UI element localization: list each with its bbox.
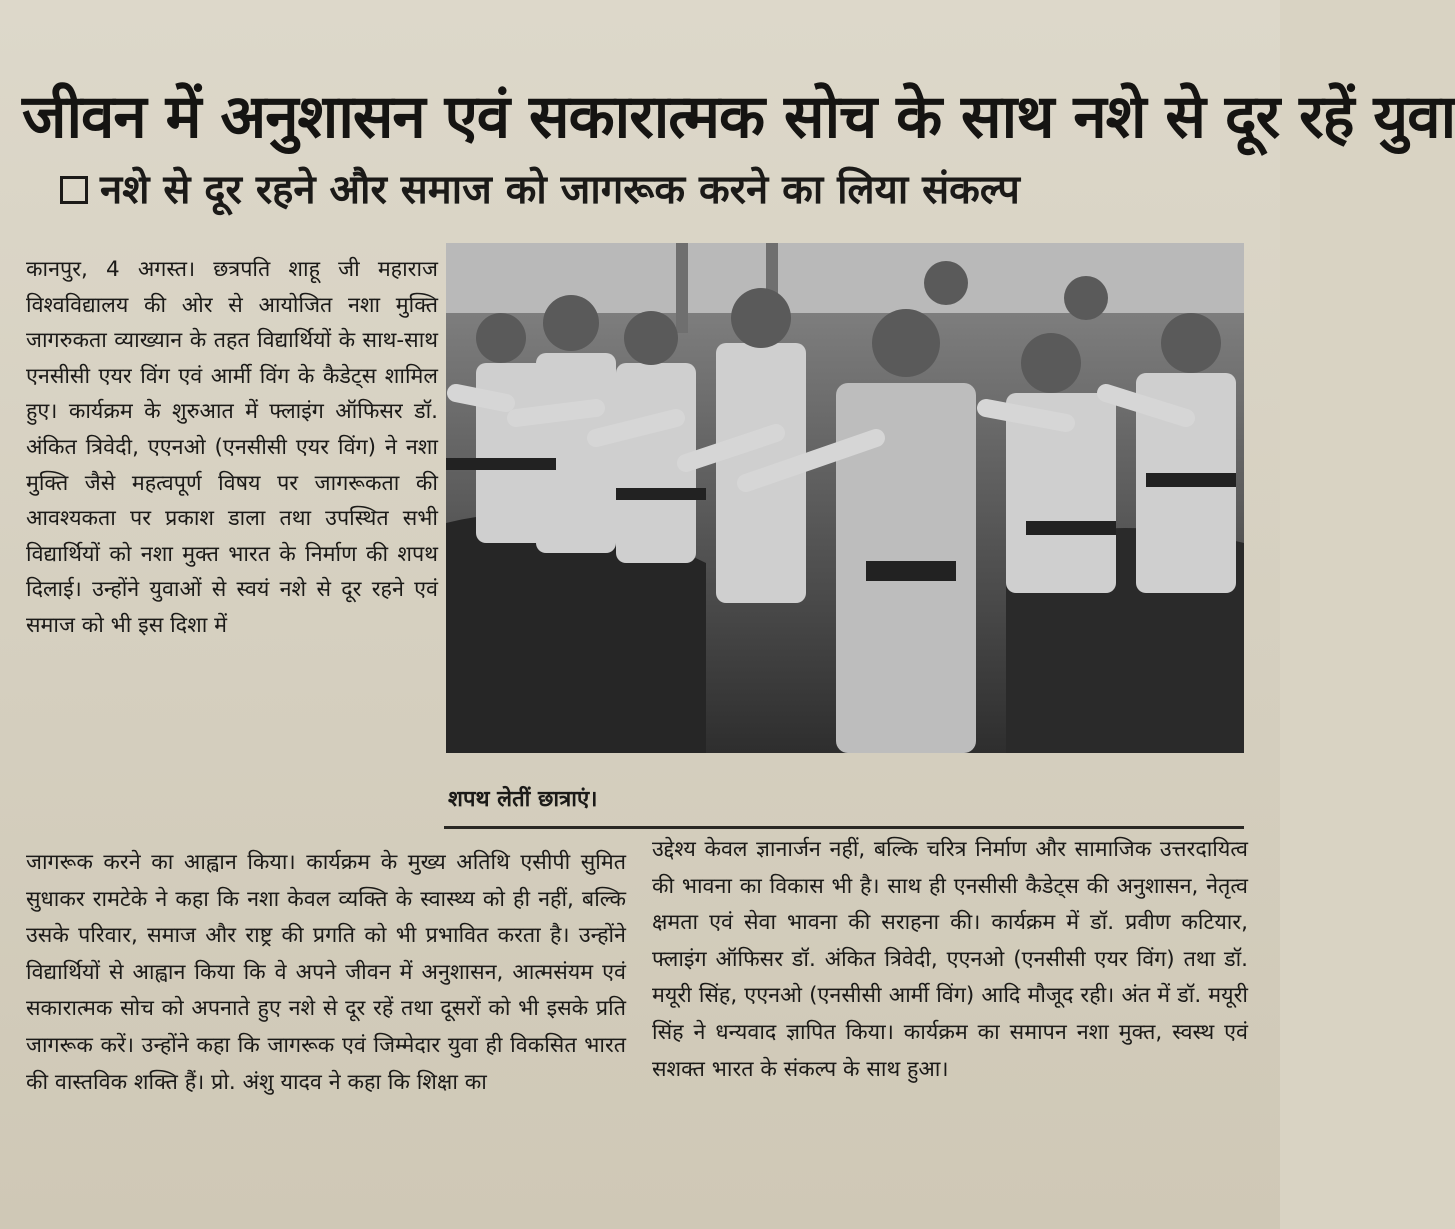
photo-illustration [446, 243, 1244, 753]
article-paragraph-bottom-right: उद्देश्य केवल ज्ञानार्जन नहीं, बल्कि चरित्र निर्माण और सामाजिक उत्तरदायित्व की भावना का विकास भी है। साथ ही एनसीसी कैडेट्स की अनुशासन, नेतृत्व क्षमता एवं सेवा भावना की सराहना की। कार्यक्रम में डॉ. प्रवीण कटियार, फ्लाइंग ऑफिसर डॉ. अंकित त्रिवेदी, एएनओ (एनसीसी एयर विंग) तथा डॉ. मयूरी सिंह, एएनओ (एनसीसी आर्मी विंग) आदि मौजूद रही। अंत में डॉ. मयूरी सिंह ने धन्यवाद ज्ञापित किया। कार्यक्रम का समापन नशा मुक्त, स्वस्थ एवं सशक्त भारत के संकल्प के साथ हुआ। [652, 837, 1248, 1082]
article-column-bottom-right [652, 832, 1248, 1088]
subheadline: नशे से दूर रहने और समाज को जागरूक करने का लिया संकल्प [100, 167, 1020, 213]
headline: जीवन में अनुशासन एवं सकारात्मक सोच के साथ नशे से दूर रहें युवा [22, 82, 1455, 153]
bullet-box-icon [60, 176, 88, 204]
article-column-left [26, 252, 438, 644]
article-paragraph-left: कानपुर, 4 अगस्त। छत्रपति शाहू जी महाराज विश्वविद्यालय की ओर से आयोजित नशा मुक्ति जागरुकता व्याख्यान के तहत विद्यार्थियों के साथ-साथ एनसीसी एयर विंग एवं आर्मी विंग के कैडेट्स शामिल हुए। कार्यक्रम के शुरुआत में फ्लाइंग ऑफिसर डॉ. अंकित त्रिवेदी, एएनओ (एनसीसी एयर विंग) ने नशा मुक्ति जैसे महत्वपूर्ण विषय पर जागरूकता की आवश्यकता पर प्रकाश डाला तथा उपस्थित सभी विद्यार्थियों को नशा मुक्त भारत के निर्माण की शपथ दिलाई। उन्होंने युवाओं से स्वयं नशे से दूर रहने एवं समाज को भी इस दिशा में [26, 257, 438, 638]
photo-caption: शपथ लेतीं छात्राएं। [448, 787, 598, 812]
cadets-taking-oath-photo [446, 243, 1244, 753]
column-divider [444, 826, 1244, 829]
subheadline-row [60, 160, 1240, 220]
article-paragraph-bottom-left: जागरूक करने का आह्वान किया। कार्यक्रम के मुख्य अतिथि एसीपी सुमित सुधाकर रामटेके ने कहा कि नशा केवल व्यक्ति के स्वास्थ्य को ही नहीं, बल्कि उसके परिवार, समाज और राष्ट्र की प्रगति को भी प्रभावित करता है। उन्होंने विद्यार्थियों से आह्वान किया कि वे अपने जीवन में अनुशासन, आत्मसंयम एवं सकारात्मक सोच को अपनाते हुए नशे से दूर रहें तथा दूसरों को भी इसके प्रति जागरूक करें। उन्होंने कहा कि जागरूक एवं जिम्मेदार युवा ही विकसित भारत की वास्तविक शक्ति हैं। प्रो. अंशु यादव ने कहा कि शिक्षा का [26, 850, 626, 1095]
article-column-bottom-left [26, 845, 626, 1101]
